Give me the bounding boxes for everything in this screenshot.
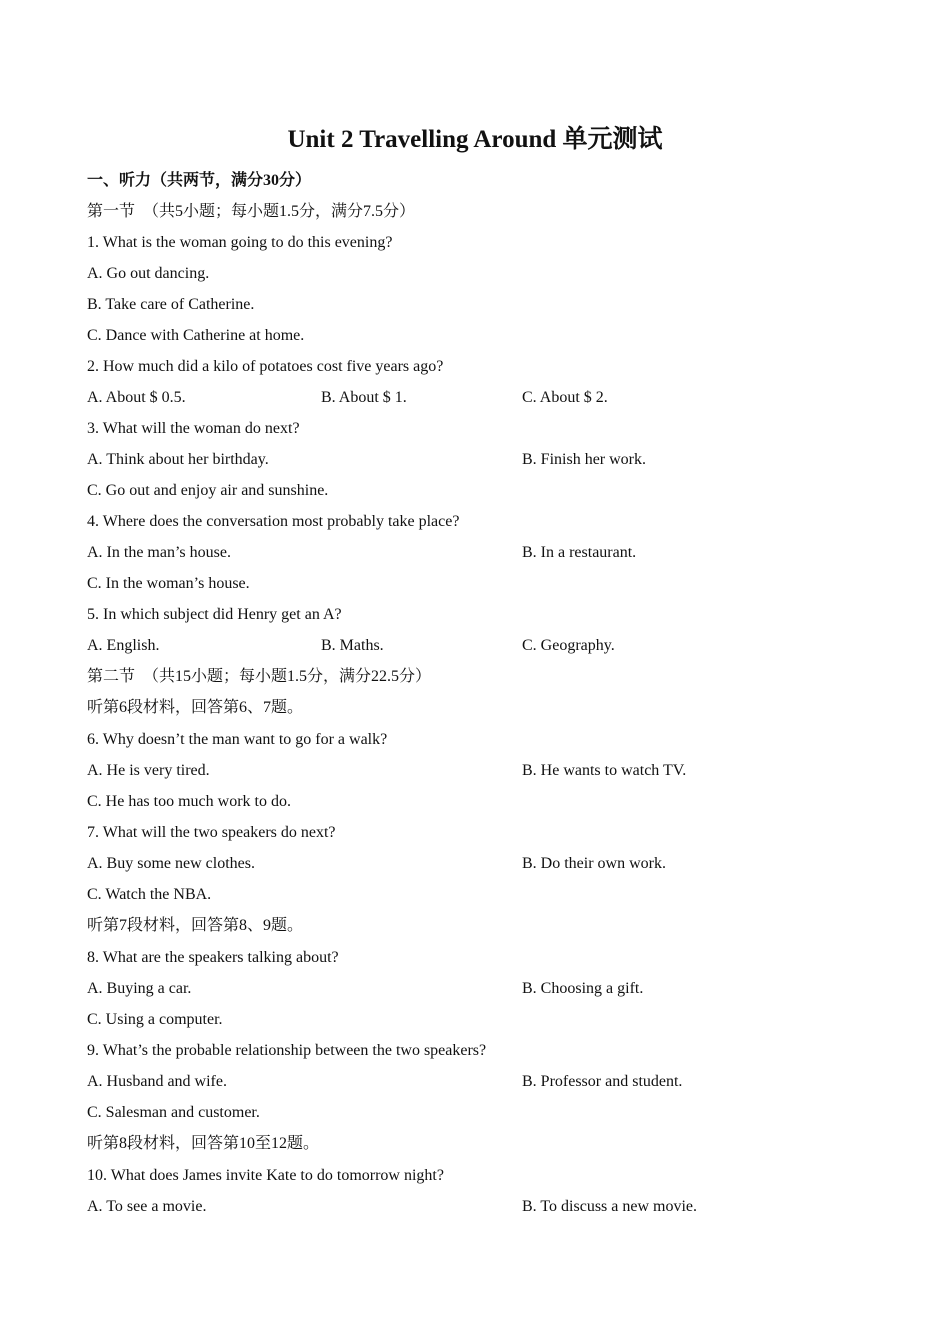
option-c: C. He has too much work to do. <box>87 793 291 810</box>
option-a: A. In the man’s house. <box>87 544 231 561</box>
section-heading-listening: 一、听力（共两节，满分30分） <box>87 172 312 189</box>
material-instruction: 听第8段材料，回答第10至12题。 <box>87 1135 320 1152</box>
question-stem: 10. What does James invite Kate to do tomorrow night? <box>87 1167 444 1184</box>
option-a: A. Go out dancing. <box>87 265 210 282</box>
material-instruction: 听第6段材料，回答第6、7题。 <box>87 699 304 716</box>
question-stem: 2. How much did a kilo of potatoes cost five years ago? <box>87 358 444 375</box>
material-instruction: 听第7段材料，回答第8、9题。 <box>87 917 304 934</box>
option-a: A. To see a movie. <box>87 1198 207 1215</box>
option-a: A. Husband and wife. <box>87 1073 227 1090</box>
option-c: C. In the woman’s house. <box>87 575 250 592</box>
question-stem: 8. What are the speakers talking about? <box>87 949 339 966</box>
question-stem: 9. What’s the probable relationship between the two speakers? <box>87 1042 487 1059</box>
option-b: B. Take care of Catherine. <box>87 296 255 313</box>
option-a: A. About $ 0.5. <box>87 389 186 406</box>
option-c: C. Using a computer. <box>87 1011 223 1028</box>
question-stem: 3. What will the woman do next? <box>87 420 300 437</box>
option-b: B. In a restaurant. <box>522 544 637 561</box>
option-a: A. English. <box>87 637 160 654</box>
question-stem: 6. Why doesn’t the man want to go for a walk? <box>87 731 388 748</box>
option-b: B. About $ 1. <box>321 389 407 406</box>
question-stem: 5. In which subject did Henry get an A? <box>87 606 342 623</box>
option-a: A. Buy some new clothes. <box>87 855 255 872</box>
option-c: C. Watch the NBA. <box>87 886 212 903</box>
option-b: B. Finish her work. <box>522 451 646 468</box>
option-b: B. To discuss a new movie. <box>522 1198 698 1215</box>
option-b: B. Professor and student. <box>522 1073 683 1090</box>
option-b: B. Do their own work. <box>522 855 666 872</box>
option-b: B. Choosing a gift. <box>522 980 644 997</box>
option-a: A. He is very tired. <box>87 762 210 779</box>
option-a: A. Buying a car. <box>87 980 192 997</box>
option-c: C. About $ 2. <box>522 389 608 406</box>
option-c: C. Dance with Catherine at home. <box>87 327 305 344</box>
part-one-heading: 第一节 （共5小题；每小题1.5分，满分7.5分） <box>87 203 416 220</box>
option-b: B. He wants to watch TV. <box>522 762 687 779</box>
question-stem: 1. What is the woman going to do this evening? <box>87 234 393 251</box>
option-b: B. Maths. <box>321 637 384 654</box>
option-c: C. Salesman and customer. <box>87 1104 260 1121</box>
option-c: C. Geography. <box>522 637 615 654</box>
option-a: A. Think about her birthday. <box>87 451 269 468</box>
page-title: Unit 2 Travelling Around 单元测试 <box>287 126 663 153</box>
question-stem: 7. What will the two speakers do next? <box>87 824 336 841</box>
part-two-heading: 第二节 （共15小题；每小题1.5分，满分22.5分） <box>87 668 432 685</box>
question-stem: 4. Where does the conversation most probably take place? <box>87 513 460 530</box>
option-c: C. Go out and enjoy air and sunshine. <box>87 482 329 499</box>
